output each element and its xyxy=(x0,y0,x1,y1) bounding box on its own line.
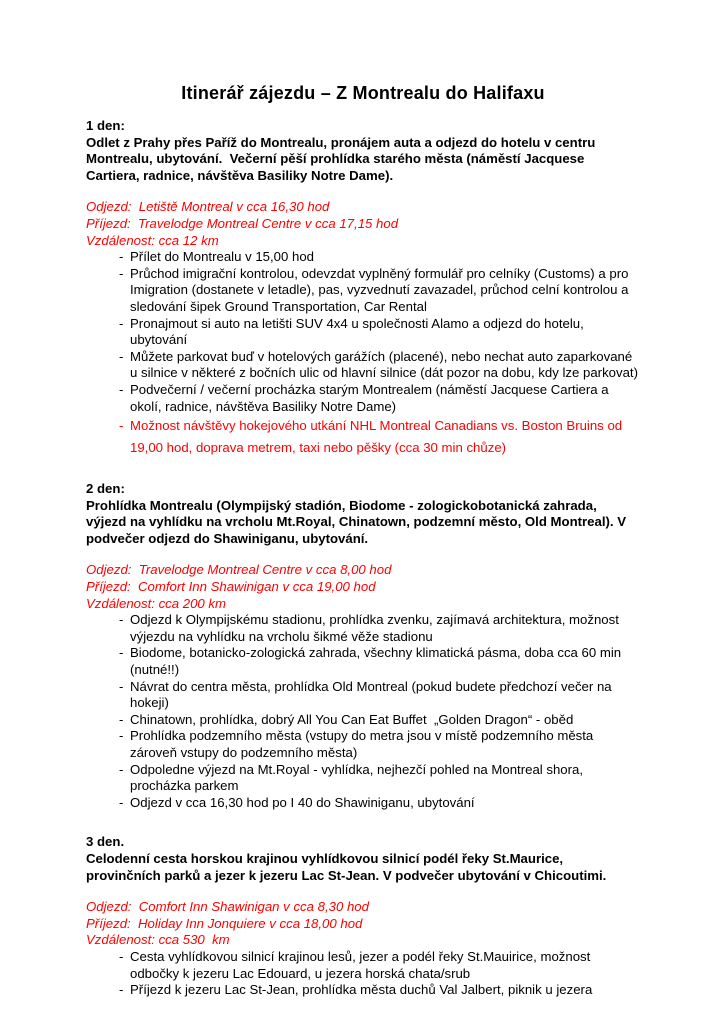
day-3-bullet-list xyxy=(86,949,640,999)
day-3-heading: 3 den. xyxy=(86,834,125,850)
itinerary-bullet: - Můžete parkovat buď v hotelových garážích (placené), nebo nechat auto zaparkované u silnice v některé z bočních ulic od hlavní silnice (dát pozor na dobu, kdy lze parkovat) xyxy=(86,349,640,382)
day-1-travel-info xyxy=(86,199,640,249)
itinerary-bullet: - Průchod imigrační kontrolou, odevzdat vyplněný formulář pro celníky (Customs) a pro Imigration (dostanete v letadle), pas, vyzvednutí zavazadel, průchod celní kontrolou a sledování šipek Ground Transportation, Car Rental xyxy=(86,266,640,316)
day-2-heading: 2 den: xyxy=(86,481,125,497)
day-2-arrival-line: Příjezd: Comfort Inn Shawinigan v cca 19,00 hod xyxy=(86,579,376,595)
day-1-arrival-line: Příjezd: Travelodge Montreal Centre v cca 17,15 hod xyxy=(86,215,399,231)
day-section-2 xyxy=(86,481,640,811)
itinerary-bullet: - Chinatown, prohlídka, dobrý All You Can Eat Buffet „Golden Dragon“ - oběd xyxy=(86,712,640,729)
day-2-travel-info xyxy=(86,562,640,612)
day-1-distance-line: Vzdálenost: cca 12 km xyxy=(86,232,219,248)
itinerary-bullet: - Podvečerní / večerní procházka starým Montrealem (náměstí Jacquese Cartiera a okolí, radnice, návštěva Basiliky Notre Dame) xyxy=(86,382,640,415)
day-3-travel-info xyxy=(86,899,640,949)
itinerary-bullet: - Pronajmout si auto na letišti SUV 4x4 u společnosti Alamo a odjezd do hotelu, ubytování xyxy=(86,316,640,349)
day-section-3 xyxy=(86,834,640,998)
itinerary-bullet: - Návrat do centra města, prohlídka Old Montreal (pokud budete předchozí večer na hokeji) xyxy=(86,679,640,712)
day-1-departure-line: Odjezd: Letiště Montreal v cca 16,30 hod xyxy=(86,199,330,215)
day-1-heading: 1 den: xyxy=(86,118,125,133)
day-3-distance-line: Vzdálenost: cca 530 km xyxy=(86,932,230,948)
itinerary-bullet: - Odjezd v cca 16,30 hod po I 40 do Shawiniganu, ubytování xyxy=(86,795,640,812)
itinerary-bullet: - Biodome, botanicko-zologická zahrada, všechny klimatická pásma, doba cca 60 min (nutné!!) xyxy=(86,645,640,678)
day-2-description: Prohlídka Montrealu (Olympijský stadión, Biodome - zologickobotanická zahrada, výjezd na vyhlídku na vrcholu Mt.Royal, Chinatown, podzemní město, Old Montreal). V podvečer odjezd do Shawiniganu, ubytování. xyxy=(86,497,630,546)
day-3-description: Celodenní cesta horskou krajinou vyhlídkovou silnicí podél řeky St.Maurice, provinčních parků a jezer k jezeru Lac St-Jean. V podvečer ubytování v Chicoutimi. xyxy=(86,850,607,883)
day-1-description: Odlet z Prahy přes Paříž do Montrealu, pronájem auta a odjezd do hotelu v centru Montrealu, ubytování. Večerní pěší prohlídka starého města (náměstí Jacquese Cartiera, radnice, návštěva Basiliky Notre Dame). xyxy=(86,134,599,183)
day-1-bullet-list xyxy=(86,249,640,458)
itinerary-bullet: - Přílet do Montrealu v 15,00 hod xyxy=(86,249,640,266)
itinerary-bullet: - Cesta vyhlídkovou silnicí krajinou lesů, jezer a podél řeky St.Mauirice, možnost odbočky k jezeru Lac Edouard, u jezera horská chata/srub xyxy=(86,949,640,982)
itinerary-bullet-highlighted: - Možnost návštěvy hokejového utkání NHL Montreal Canadians vs. Boston Bruins od 19,00 hod, doprava metrem, taxi nebo pěšky (cca 30 min chůze) xyxy=(86,415,640,458)
day-3-departure-line: Odjezd: Comfort Inn Shawinigan v cca 8,30 hod xyxy=(86,899,369,915)
day-section-1 xyxy=(86,118,640,458)
document-title: Itinerář zájezdu – Z Montrealu do Halifaxu xyxy=(181,83,545,103)
day-2-distance-line: Vzdálenost: cca 200 km xyxy=(86,595,227,611)
day-3-arrival-line: Příjezd: Holiday Inn Jonquiere v cca 18,00 hod xyxy=(86,915,363,931)
day-2-departure-line: Odjezd: Travelodge Montreal Centre v cca 8,00 hod xyxy=(86,562,392,578)
itinerary-bullet: - Příjezd k jezeru Lac St-Jean, prohlídka města duchů Val Jalbert, piknik u jezera xyxy=(86,982,640,999)
itinerary-bullet: - Odpoledne výjezd na Mt.Royal - vyhlídka, nejhezčí pohled na Montreal shora, procházka parkem xyxy=(86,762,640,795)
itinerary-bullet: - Odjezd k Olympijskému stadionu, prohlídka zvenku, zajímavá architektura, možnost výjezdu na vyhlídku na vrcholu šikmé věže stadionu xyxy=(86,612,640,645)
day-2-bullet-list xyxy=(86,612,640,811)
itinerary-bullet: - Prohlídka podzemního města (vstupy do metra jsou v místě podzemního města zároveň vstupy do podzemního města) xyxy=(86,728,640,761)
